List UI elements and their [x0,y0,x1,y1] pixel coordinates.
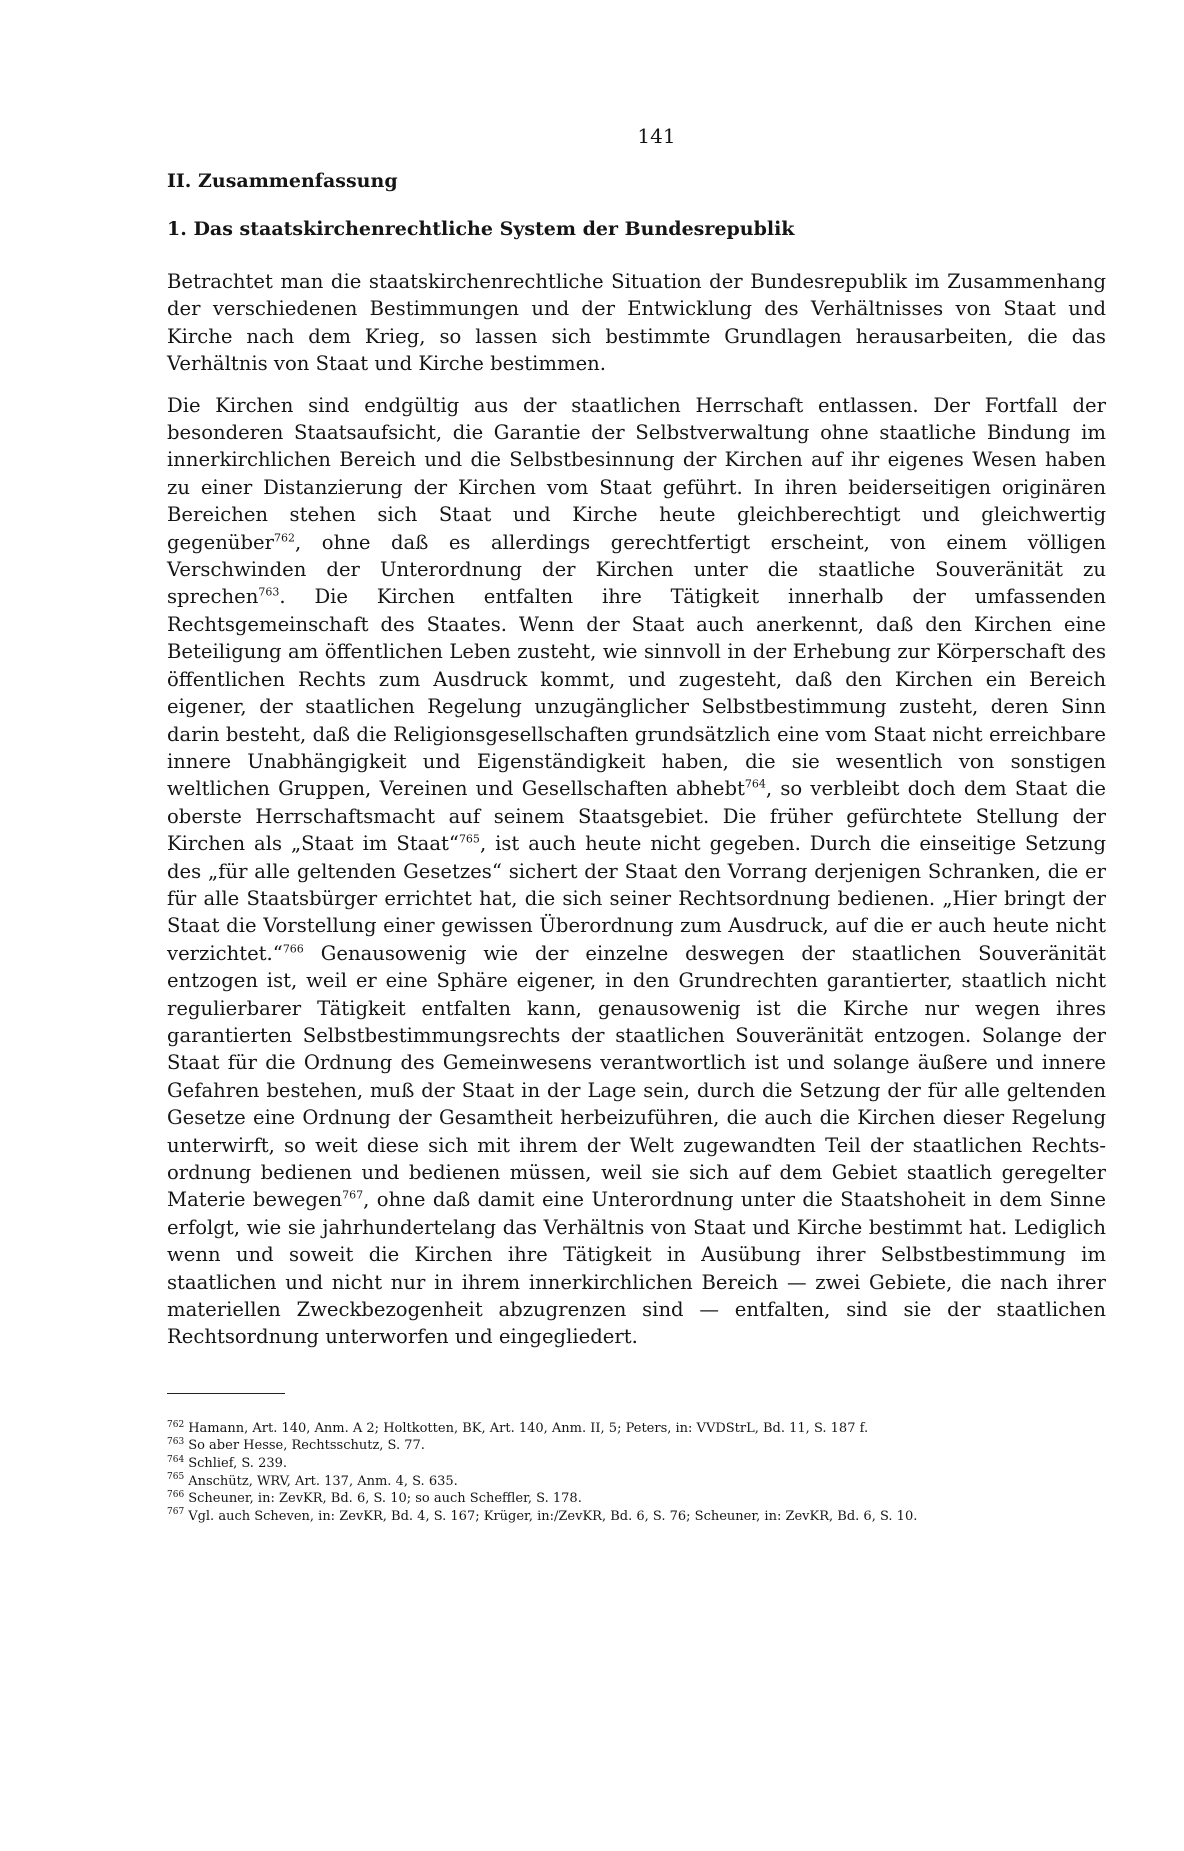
footnote-number: 767 [167,1507,185,1518]
footnote-ref[interactable]: 762 [274,531,296,545]
footnote-ref[interactable]: 766 [282,942,304,956]
footnote-number: 766 [167,1489,185,1500]
footnote-text: Schlief, S. 239. [188,1456,288,1472]
page-number: 141 [637,124,676,148]
footnote [167,1437,1106,1455]
footnote [167,1455,1106,1473]
footnote-text: Hamann, Art. 140, Anm. A 2; Holtkotten, BK, Art. 140, Anm. II, 5; Peters, in: VVDStrL, Bd. 11, S. 187 f. [188,1420,869,1436]
footnote-text: Scheuner, in: ZevKR, Bd. 6, S. 10; so auch Scheffler, S. 178. [188,1491,582,1507]
footnote [167,1508,1106,1526]
subsection-heading: 1. Das staatskirchenrechtliche System der Bundesrepublik [167,218,795,240]
footnote-ref[interactable]: 764 [744,777,766,791]
paragraph-1: Betrachtet man die staatskirchenrechtliche Situation der Bundesrepublik im Zusammenhang der verschiedenen Bestimmungen und der Entwicklung des Verhältnisses von Staat und Kirche nach dem Krieg, so lassen sich bestimmte Grundlagen herausarbeiten, die das Verhältnis von Staat und Kirche bestimmen. [167,270,1106,376]
section-heading: II. Zusammenfassung [167,170,398,192]
footnote-text: Vgl. auch Scheven, in: ZevKR, Bd. 4, S. 167; Krüger, in:/ZevKR, Bd. 6, S. 76; Scheuner, in: ZevKR, Bd. 6, S. 10. [188,1508,918,1524]
footnote-number: 762 [167,1419,185,1430]
footnote [167,1420,1106,1438]
footnote-number: 763 [167,1437,185,1448]
paragraph-text: , so verbleibt doch dem Staat die oberste Herrschaftsmacht auf seinem Staatsgebiet. Die früher gefürchtete Stellung der Kirchen als „Staat im Staat“ [167,777,1106,856]
footnote [167,1473,1106,1491]
paragraph-2 [167,392,1106,1351]
footnote-number: 765 [167,1472,185,1483]
footnote-text: So aber Hesse, Rechtsschutz, S. 77. [188,1438,425,1454]
footnote-separator [167,1393,285,1394]
paragraph-text: , ohne daß es allerdings gerechtfertigt erscheint, von einem völligen Verschwinden der Unterordnung der Kirchen unter die staatliche Souveränität zu sprechen [167,530,1106,609]
document-page [167,124,1106,1525]
paragraph-text: , ist auch heute nicht gegeben. Durch die einseitige Setzung des „für alle geltenden Gesetzes“ sichert der Staat den Vorrang derjenigen Schranken, die er für alle Staatsbürger errichtet hat, die sich seiner Rechtsordnung bedienen. „Hier bringt der Staat die Vorstellung einer gewissen Überordnung zum Ausdruck, auf die er auch heute nicht verzichtet.“ [167,832,1106,965]
paragraph-text: Genausowenig wie der einzelne deswegen der staatlichen Souveränität entzogen ist, weil er eine Sphäre eigener, in den Grundrechten garantierter, staatlich nicht regulierbarer Tätigkeit entfalten kann, genausowenig ist die Kirche nur wegen ihres garantierten Selbstbestimmungsrechts der staatlichen Souveränität entzogen. Solange der Staat für die Ordnung des Gemeinwesens verantwortlich ist und solange äußere und innere Gefahren bestehen, muß der Staat in der Lage sein, durch die Setzung der für alle geltenden Gesetze eine Ordnung der Gesamtheit herbeizuführen, die auch die Kirchen dieser Regelung unterwirft, so weit diese sich mit ihrem der Welt zugewandten Teil der staatlichen Rechtsordnung bedienen und bedienen müssen, weil sie sich auf dem Gebiet staatlich geregelter Materie bewegen [167,941,1106,1212]
footnote-ref[interactable]: 765 [458,832,480,846]
footnote-ref[interactable]: 763 [258,585,280,599]
footnote [167,1490,1106,1508]
footnote-text: Anschütz, WRV, Art. 137, Anm. 4, S. 635. [188,1473,458,1489]
paragraph-text: , ohne daß damit eine Unterordnung unter die Staatshoheit in dem Sinne erfolgt, wie sie jahrhundertelang das Verhältnis von Staat und Kirche bestimmt hat. Lediglich wenn und soweit die Kirchen ihre Tätigkeit in Ausübung ihrer Selbstbestimmung im staatlichen und nicht nur in ihrem innerkirchlichen Bereich — zwei Gebiete, die nach ihrer materiellen Zweckbezogenheit abzugrenzen sind — entfalten, sind sie der staatlichen Rechtsordnung unterworfen und eingegliedert. [167,1188,1107,1349]
paragraph-text: . Die Kirchen entfalten ihre Tätigkeit innerhalb der umfassenden Rechtsgemeinschaft des Staates. Wenn der Staat auch anerkennt, daß den Kirchen eine Beteiligung am öffentlichen Leben zusteht, wie sinnvoll in der Erhebung zur Körperschaft des öffentlichen Rechts zum Ausdruck kommt, und zugesteht, daß den Kirchen ein Bereich eigener, der staatlichen Regelung unzugänglicher Selbstbestimmung zusteht, deren Sinn darin besteht, daß die Religionsgesellschaften grundsätzlich eine vom Staat nicht erreichbare innere Unabhängigkeit und Eigenständigkeit haben, die sie wesentlich von sonstigen weltlichen Gruppen, Vereinen und Gesellschaften abhebt [167,585,1106,801]
footnote-list [167,1420,1106,1526]
paragraph-text: Die Kirchen sind endgültig aus der staatlichen Herrschaft entlassen. Der Fortfall der besonderen Staatsaufsicht, die Garantie der Selbstverwaltung ohne staatliche Bindung im innerkirchlichen Bereich und die Selbstbesinnung der Kirchen auf ihr eigenes Wesen haben zu einer Distanzierung der Kirchen vom Staat geführt. In ihren beiderseitigen originären Bereichen stehen sich Staat und Kirche heute gleichberechtigt und gleichwertig gegenüber [167,393,1106,554]
footnote-number: 764 [167,1454,185,1465]
footnote-ref[interactable]: 767 [342,1188,364,1202]
